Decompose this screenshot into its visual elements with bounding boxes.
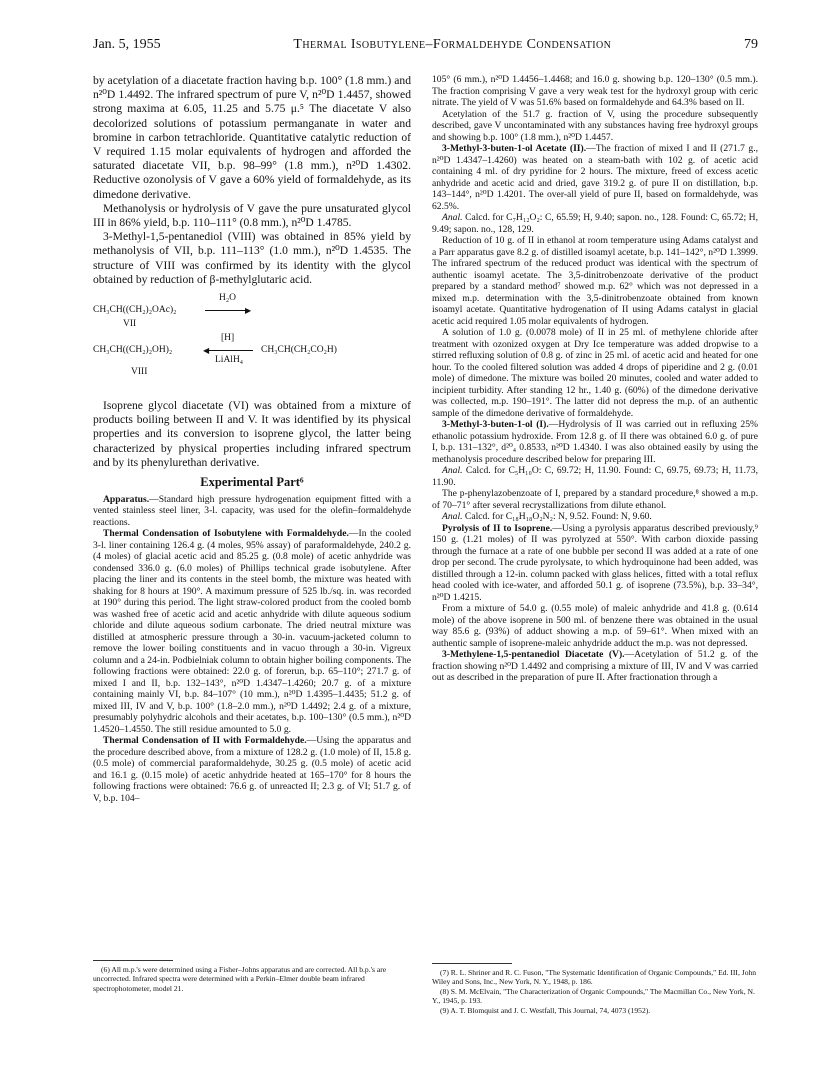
left-paragraph-4: Isoprene glycol diacetate (VI) was obtained from a mixture of products boiling between II and V. It was identified by its physical properties and its conversion to isoprene glycol, the latter being characterized by physical properties including infrared spectrum and by its phenylurethan derivative. bbox=[93, 399, 411, 469]
footnotes-left bbox=[93, 965, 411, 993]
scheme-acid-formula: CH₃CH(CH₂CO₂H) bbox=[261, 345, 337, 356]
scheme-arrowhead-bottom: ◀ bbox=[203, 346, 210, 356]
scheme-lialh4-reagent: LiAlH₄ bbox=[215, 355, 244, 366]
footnote-rule-right bbox=[432, 963, 512, 964]
footnote-rule-left bbox=[93, 960, 173, 961]
reaction-scheme bbox=[93, 293, 411, 391]
left-paragraph-3: 3-Methyl-1,5-pentanediol (VIII) was obtained in 85% yield by methanolysis of VII, b.p. 111–113° (1.0 mm.), n²⁰D 1.4535. The structure of VIII was confirmed by its identity with the glycol obtained by reduction of β-methylglutaric acid. bbox=[93, 230, 411, 286]
thermal-ii-paragraph bbox=[93, 735, 411, 804]
right-paragraph-4: A solution of 1.0 g. (0.0078 mole) of II in 25 ml. of methylene chloride after treatment with ozonized oxygen at Dry Ice temperature was added dropwise to a stirred refluxing solution of 0.8 g. of zinc in 25 ml. of acetic acid and heated for one hour. To the cooled filtered solution was added 4 drops of piperidine and 2 g. (0.01 mole) of dimedone. The mixture was boiled 20 minutes, cooled and water added to incipient turbidity. After standing 12 hr., 1.40 g. (60%) of the dimedone derivative was collected, m.p. 190–191°. The latter did not depress the m.p. of an authentic sample of the dimedone derivative of formaldehyde. bbox=[432, 327, 758, 419]
thermal-ii-heading: Thermal Condensation of II with Formaldehyde. bbox=[103, 735, 307, 747]
diacetate-heading: 3-Methylene-1,5-pentanediol Diacetate (V). bbox=[442, 649, 625, 660]
footnote-9: (9) A. T. Blomquist and J. C. Westfall, This Journal, 74, 4073 (1952). bbox=[440, 1005, 651, 1015]
scheme-arrow-top bbox=[205, 310, 249, 311]
footnote-6: (6) All m.p.'s were determined using a Fisher–Johns apparatus and are corrected. All b.p.'s are uncorrected. Infrared spectra were determined with a Perkin–Elmer double beam infrared spectrophotometer, model 21. bbox=[93, 965, 387, 993]
acetate-text: —The fraction of mixed I and II (271.7 g., n²⁰D 1.4347–1.4260) was heated on a steam-bath with 102 g. of acetic acid containing 4 ml. of dry pyridine for 2 hours. The mixture, freed of excess acetic anhydride and acetic acid and dried, gave 319.2 g. of pure II on distillation, b.p. 143–144°, n²⁰D 1.4201. The over-all yield of pure II, based on formaldehyde, was 62.5%. bbox=[432, 143, 758, 212]
thermal-isobutylene-paragraph bbox=[93, 528, 411, 735]
scheme-arrow-bottom bbox=[209, 350, 253, 351]
right-paragraph-3: Reduction of 10 g. of II in ethanol at room temperature using Adams catalyst and a Parr apparatus gave 8.2 g. of distilled isoamyl acetate, b.p. 141–142°, n²⁰D 1.3999. The infrared spectrum of the reduced product was identical with the spectrum of authentic isoamyl acetate. The 3,5-dinitrobenzoate derivative of the product prepared by a standard method⁷ showed m.p. 62° which was not depressed in a mixed m.p. determination with the 3,5-dinitrobenzoate obtained from known isoamyl acetate. Quantitative hydrogenation of II using Adams catalyst in glacial acetic acid required 1.05 molar equivalents of hydrogen. bbox=[432, 235, 758, 327]
scheme-hydrogen-reagent: [H] bbox=[221, 333, 235, 344]
apparatus-paragraph bbox=[93, 494, 411, 529]
header-title: Thermal Isobutylene–Formaldehyde Condensation bbox=[293, 37, 612, 52]
apparatus-text: —Standard high pressure hydrogenation equipment fitted with a vented stainless steel liner, 3-l. capacity, was used for the olefin–formaldehyde reactions. bbox=[93, 493, 411, 528]
scheme-vii-formula: CH₃CH((CH₂)₂OAc)₂ bbox=[93, 305, 177, 316]
thermal-isobutylene-heading: Thermal Condensation of Isobutylene with Formaldehyde. bbox=[103, 528, 349, 540]
left-column bbox=[93, 74, 411, 804]
right-paragraph-6: From a mixture of 54.0 g. (0.55 mole) of maleic anhydride and 41.8 g. (0.614 mole) of the above isoprene in 500 ml. of benzene there was obtained in the usual way 85.6 g. (93%) of adduct showing a m.p. of 59–61°. When mixed with an authentic sample of isoprene-maleic anhydride adduct the m.p. was not depressed. bbox=[432, 603, 758, 649]
butenol-text: —Hydrolysis of II was carried out in refluxing 25% ethanolic potassium hydroxide. From 12.8 g. of II there was obtained 6.0 g. of pure I, b.p. 131–132°, d²⁰₄ 0.8533, n²⁰D 1.4340. I was also obtained easily by using the methanolysis procedure described below for preparing III. bbox=[432, 419, 759, 465]
diacetate-paragraph bbox=[432, 649, 758, 684]
acetate-heading: 3-Methyl-3-buten-1-ol Acetate (II). bbox=[442, 143, 587, 154]
footnotes-right bbox=[432, 968, 758, 1015]
pyrolysis-text: —Using a pyrolysis apparatus described previously,⁹ 150 g. (1.21 moles) of II was pyrolyzed at 550°. With carbon dioxide passing through the furnace at a rate of one bubble per second II was added at a rate of one drop per second. The crude pyrolysate, to which hydroquinone had been added, was distilled through a 12-in. column packed with glass helices, fitted with a total reflux head cooled with ice-water, and afforded 50.1 g. of isoprene (73.5%), b.p. 33–34°, n²⁰D 1.4215. bbox=[432, 522, 758, 603]
analysis-1 bbox=[432, 212, 758, 235]
scheme-arrowhead-top: ▶ bbox=[245, 306, 252, 316]
thermal-isobutylene-text: —In the cooled 3-l. liner containing 126.4 g. (4 moles, 95% assay) of paraformaldehyde, 240.2 g. (4 moles) of glacial acetic acid and 85.25 g. (0.8 mole) of acetic anhydride was condensed 336.0 g. (6.0 moles) of Phillips technical grade isobutylene. After placing the liner and its contents in the steel bomb, the mixture was heated with shaking for 8 hours at 190°. A maximum pressure of 525 lb./sq. in. was recorded at 190° during this period. The light straw-colored product from the cooled bomb was washed free of acetic acid and acetic anhydride with dilute aqueous sodium chloride and dilute aqueous sodium carbonate. The dried neutral mixture was distilled at atmospheric pressure through a 30-in. vacuum-jacketed column to remove the lower boiling constituents and in vacuo through a 30-in. Vigreux column and a 24-in. Podbielniak column to obtain higher boiling components. The following fractions were obtained: 22.0 g. of forerun, b.p. 65–110°; 271.7 g. of mixed I and II, b.p. 132–143°, n²⁰D 1.4347–1.4260; 20.7 g. of a mixture containing mainly VI, b.p. 84–107° (10 mm.), n²⁰D 1.4395–1.4435; 51.2 g. of mixed III, IV and V, b.p. 100° (1.8–2.0 mm.), n²⁰D 1.4492; 2.4 g. of a mixture, presumably polyhydric alcohols and their acetates, b.p. 100–130° (0.5 mm.), n²⁰D 1.4520–1.4550. The still residue amounted to 5.0 g. bbox=[93, 528, 411, 735]
left-paragraph-1: by acetylation of a diacetate fraction having b.p. 100° (1.8 mm.) and n²⁰D 1.4492. The infrared spectrum of pure V, n²⁰D 1.4457, showed strong maxima at 6.05, 11.25 and 5.75 μ.⁵ The diacetate V also decolorized solutions of potassium permanganate in water and bromine in carbon tetrachloride. Quantitative catalytic reduction of V required 1.15 molar equivalents of hydrogen and afforded the saturated diacetate VII, b.p. 98–99° (1.8 mm.), n²⁰D 1.4302. Reductive ozonolysis of V gave a 60% yield of formaldehyde, as its dimedone derivative. bbox=[93, 74, 411, 201]
right-paragraph-5: The p-phenylazobenzoate of I, prepared by a standard procedure,⁸ showed a m.p. of 70–71° after several recrystallizations from dilute ethanol. bbox=[432, 488, 758, 511]
header-date: Jan. 5, 1955 bbox=[93, 37, 161, 52]
apparatus-heading: Apparatus. bbox=[103, 493, 150, 505]
analysis-1-label: Anal. bbox=[442, 212, 463, 223]
analysis-2-text: Calcd. for C₅H₁₀O: C, 69.72; H, 11.90. Found: C, 69.75, 69.73; H, 11.73, 11.90. bbox=[432, 465, 758, 488]
footnote-8: (8) S. M. McElvain, "The Characterization of Organic Compounds," The Macmillan Co., New York, N. Y., 1945, p. 193. bbox=[432, 986, 755, 1006]
diacetate-text: —Acetylation of 51.2 g. of the fraction showing n²⁰D 1.4492 and comprising a mixture of III, IV and V was carried out as described in the preparation of pure II. After fractionation through a bbox=[432, 649, 759, 683]
butenol-heading: 3-Methyl-3-buten-1-ol (I). bbox=[442, 419, 549, 430]
analysis-2 bbox=[432, 465, 758, 488]
pyrolysis-heading: Pyrolysis of II to Isoprene. bbox=[442, 522, 553, 534]
page-number: 79 bbox=[744, 37, 758, 52]
analysis-2-label: Anal. bbox=[442, 465, 463, 476]
analysis-3-text: Calcd. for C₁₈H₁₈O₂N₂: N, 9.52. Found: N, 9.60. bbox=[462, 511, 652, 522]
left-paragraph-2: Methanolysis or hydrolysis of V gave the pure unsaturated glycol III in 86% yield, b.p. 110–111° (0.8 mm.), n²⁰D 1.4785. bbox=[93, 201, 411, 230]
right-paragraph-1: 105° (6 mm.), n²⁰D 1.4456–1.4468; and 16.0 g. showing b.p. 120–130° (0.5 mm.). The fraction comprising V gave a very weak test for the hydroxyl group with ceric nitrate. The yield of V was 51.6% based on formaldehyde and 64.3% based on II. bbox=[432, 74, 758, 108]
right-column bbox=[432, 74, 758, 684]
pyrolysis-paragraph bbox=[432, 523, 758, 604]
analysis-3 bbox=[432, 511, 758, 523]
right-paragraph-2: Acetylation of the 51.7 g. fraction of V, using the procedure subsequently described, gave V uncontaminated with any substances having free hydroxyl groups and showing b.p. 100° (1.8 mm.), n²⁰D 1.4457. bbox=[432, 108, 758, 143]
scheme-water-reagent: H₂O bbox=[219, 293, 237, 304]
running-header bbox=[93, 34, 758, 56]
scheme-label-vii: VII bbox=[123, 319, 137, 330]
section-heading-experimental: Experimental Part⁶ bbox=[200, 475, 304, 490]
butenol-paragraph bbox=[432, 419, 758, 465]
analysis-3-label: Anal. bbox=[442, 511, 463, 522]
thermal-ii-text: —Using the apparatus and the procedure described above, from a mixture of 128.2 g. (1.0 mole) of II, 15.8 g. (0.5 mole) of commercial paraformaldehyde, 30.25 g. (0.5 mole) of acetic acid and 16.1 g. (0.15 mole) of acetic anhydride heated at 165–170° for 8 hours the following fractions were obtained: 76.6 g. of unreacted II; 2.3 g. of VI; 51.7 g. of V, b.p. 104– bbox=[93, 735, 411, 804]
footnote-7: (7) R. L. Shriner and R. C. Fuson, "The Systematic Identification of Organic Compounds," Ed. III, John Wiley and Sons, Inc., New York, N. Y., 1948, p. 186. bbox=[432, 968, 757, 987]
acetate-paragraph bbox=[432, 143, 758, 212]
scheme-label-viii: VIII bbox=[131, 367, 148, 378]
scheme-viii-formula: CH₃CH((CH₂)₂OH)₂ bbox=[93, 345, 173, 356]
analysis-1-text: Calcd. for C₇H₁₂O₂: C, 65.59; H, 9.40; sapon. no., 128. Found: C, 65.72; H, 9.49; sapon. no., 128, 129. bbox=[432, 212, 758, 235]
